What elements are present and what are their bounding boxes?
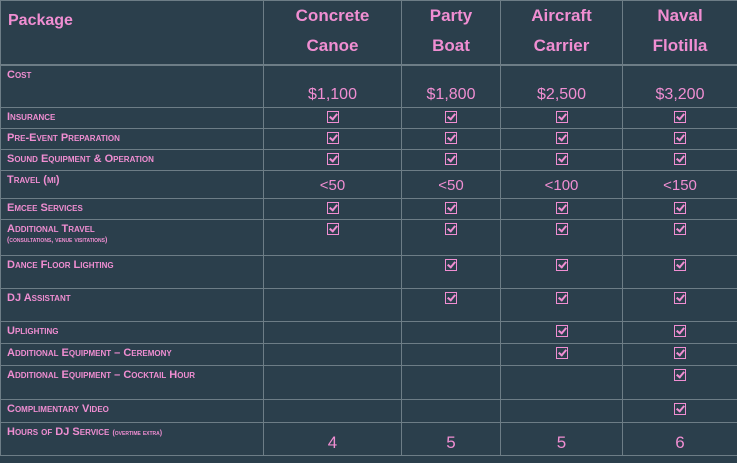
column-header-line1: Aircraft — [531, 6, 592, 25]
row-label-text: Pre-Event Preparation — [7, 131, 120, 144]
package-cell — [501, 365, 623, 399]
package-cell — [623, 149, 737, 170]
column-header-line1: Naval — [657, 6, 703, 25]
package-cell — [501, 149, 623, 170]
row-label — [1, 343, 264, 365]
checkbox-checked-icon — [327, 132, 339, 144]
row-label-text: Travel (mi) — [7, 173, 60, 186]
package-cell — [264, 343, 402, 365]
checkbox-checked-icon — [445, 202, 457, 214]
package-cell — [501, 198, 623, 219]
column-header-party-boat — [402, 1, 501, 66]
checkbox-checked-icon — [674, 223, 686, 235]
package-cell — [264, 107, 402, 128]
row-label — [1, 422, 264, 455]
column-header-naval-flotilla — [623, 1, 737, 66]
cell-value: $1,100 — [308, 86, 357, 103]
package-cell — [501, 321, 623, 343]
checkbox-checked-icon — [556, 292, 568, 304]
package-cell — [264, 399, 402, 422]
row-label — [1, 65, 264, 107]
package-cell — [264, 149, 402, 170]
checkbox-checked-icon — [327, 223, 339, 235]
row-label — [1, 399, 264, 422]
package-cell — [264, 198, 402, 219]
package-cell — [623, 255, 737, 288]
package-cell — [264, 255, 402, 288]
package-cell — [501, 107, 623, 128]
package-cell — [623, 422, 737, 455]
checkbox-checked-icon — [674, 325, 686, 337]
table-row — [1, 321, 737, 343]
package-cell — [501, 128, 623, 149]
checkbox-checked-icon — [674, 347, 686, 359]
table-row — [1, 170, 737, 198]
package-cell — [402, 422, 501, 455]
row-label — [1, 288, 264, 321]
package-cell — [623, 107, 737, 128]
cell-value: 5 — [556, 432, 567, 452]
row-label-text: Hours of DJ Service — [7, 425, 110, 438]
checkbox-checked-icon — [556, 347, 568, 359]
package-cell — [264, 170, 402, 198]
package-cell — [264, 65, 402, 107]
checkbox-checked-icon — [556, 202, 568, 214]
checkbox-checked-icon — [445, 223, 457, 235]
package-cell — [402, 343, 501, 365]
checkbox-checked-icon — [556, 325, 568, 337]
package-cell — [623, 219, 737, 255]
package-cell — [623, 399, 737, 422]
package-cell — [501, 422, 623, 455]
package-cell — [623, 170, 737, 198]
row-label — [1, 198, 264, 219]
column-header-line2: Carrier — [533, 36, 590, 55]
table-row — [1, 343, 737, 365]
package-cell — [623, 128, 737, 149]
checkbox-checked-icon — [556, 223, 568, 235]
row-label-text: Additional Equipment – Ceremony — [7, 346, 172, 359]
package-cell — [402, 399, 501, 422]
row-label — [1, 170, 264, 198]
row-label-text: Sound Equipment & Operation — [7, 152, 154, 165]
row-label — [1, 219, 264, 255]
checkbox-checked-icon — [674, 292, 686, 304]
checkbox-checked-icon — [556, 111, 568, 123]
column-header-line2: Boat — [432, 36, 470, 55]
row-label-note: (overtime extra) — [112, 429, 163, 437]
row-label — [1, 255, 264, 288]
row-label-text: Dance Floor Lighting — [7, 258, 114, 271]
row-label-text: Cost — [7, 69, 32, 81]
column-header-line1: Party — [429, 6, 473, 25]
cell-value: <150 — [663, 176, 697, 194]
row-label-text: Uplighting — [7, 324, 59, 337]
cell-value: 6 — [675, 432, 685, 452]
checkbox-checked-icon — [674, 403, 686, 415]
package-cell — [402, 255, 501, 288]
package-cell — [623, 321, 737, 343]
package-cell — [264, 321, 402, 343]
row-label — [1, 107, 264, 128]
table-row — [1, 128, 737, 149]
package-header: Package — [1, 1, 264, 66]
checkbox-checked-icon — [327, 202, 339, 214]
checkbox-checked-icon — [556, 132, 568, 144]
cell-value: <50 — [319, 176, 346, 194]
cell-value: <50 — [438, 176, 464, 194]
checkbox-checked-icon — [327, 153, 339, 165]
table-row — [1, 288, 737, 321]
table-row — [1, 399, 737, 422]
package-cell — [623, 288, 737, 321]
package-cell — [402, 288, 501, 321]
column-header-line2: Flotilla — [652, 36, 708, 55]
table-row — [1, 149, 737, 170]
header-row — [1, 1, 737, 66]
row-label-text: Emcee Services — [7, 201, 83, 214]
cell-value: <100 — [544, 176, 579, 194]
package-cell — [402, 149, 501, 170]
package-cell — [264, 365, 402, 399]
cell-value: $2,500 — [537, 86, 586, 103]
package-cell — [402, 365, 501, 399]
package-cell — [501, 255, 623, 288]
checkbox-checked-icon — [674, 153, 686, 165]
checkbox-checked-icon — [674, 259, 686, 271]
column-header-aircraft-carrier — [501, 1, 623, 66]
package-cell — [264, 219, 402, 255]
package-cell — [501, 65, 623, 107]
column-header-concrete-canoe — [264, 1, 402, 66]
checkbox-checked-icon — [674, 369, 686, 381]
row-label — [1, 128, 264, 149]
package-cell — [501, 219, 623, 255]
package-cell — [402, 128, 501, 149]
checkbox-checked-icon — [556, 259, 568, 271]
table-row — [1, 219, 737, 255]
package-cell — [402, 170, 501, 198]
row-label-note: (consultations, venue visitations) — [7, 236, 108, 244]
package-cell — [623, 343, 737, 365]
table-row — [1, 255, 737, 288]
checkbox-checked-icon — [445, 111, 457, 123]
row-label-text: Additional Equipment – Cocktail Hour — [7, 368, 196, 381]
package-cell — [402, 219, 501, 255]
table-row — [1, 65, 737, 107]
checkbox-checked-icon — [674, 132, 686, 144]
row-label-text: Complimentary Video — [7, 402, 109, 415]
checkbox-checked-icon — [445, 259, 457, 271]
table-row — [1, 198, 737, 219]
row-label-text: Additional Travel — [7, 222, 95, 235]
package-cell — [264, 422, 402, 455]
cell-value: $1,800 — [426, 86, 476, 103]
row-label — [1, 149, 264, 170]
cell-value: 5 — [446, 432, 456, 452]
package-cell — [501, 288, 623, 321]
package-cell — [264, 128, 402, 149]
table-body — [1, 65, 737, 455]
row-label-text: DJ Assistant — [7, 291, 71, 304]
package-cell — [402, 321, 501, 343]
package-cell — [623, 198, 737, 219]
checkbox-checked-icon — [674, 202, 686, 214]
checkbox-checked-icon — [445, 132, 457, 144]
column-header-line1: Concrete — [295, 6, 370, 25]
table-row — [1, 365, 737, 399]
checkbox-checked-icon — [556, 153, 568, 165]
row-label — [1, 365, 264, 399]
package-cell — [623, 365, 737, 399]
checkbox-checked-icon — [327, 111, 339, 123]
package-cell — [501, 170, 623, 198]
column-header-line2: Canoe — [306, 36, 359, 55]
package-cell — [264, 288, 402, 321]
checkbox-checked-icon — [445, 292, 457, 304]
checkbox-checked-icon — [674, 111, 686, 123]
row-label-text: Insurance — [7, 110, 56, 123]
table-row — [1, 422, 737, 455]
cell-value: $3,200 — [655, 86, 705, 103]
package-cell — [623, 65, 737, 107]
cell-value: 4 — [327, 432, 338, 452]
package-cell — [501, 343, 623, 365]
package-cell — [402, 65, 501, 107]
package-cell — [501, 399, 623, 422]
package-cell — [402, 107, 501, 128]
row-label — [1, 321, 264, 343]
package-cell — [402, 198, 501, 219]
table-row — [1, 107, 737, 128]
checkbox-checked-icon — [445, 153, 457, 165]
